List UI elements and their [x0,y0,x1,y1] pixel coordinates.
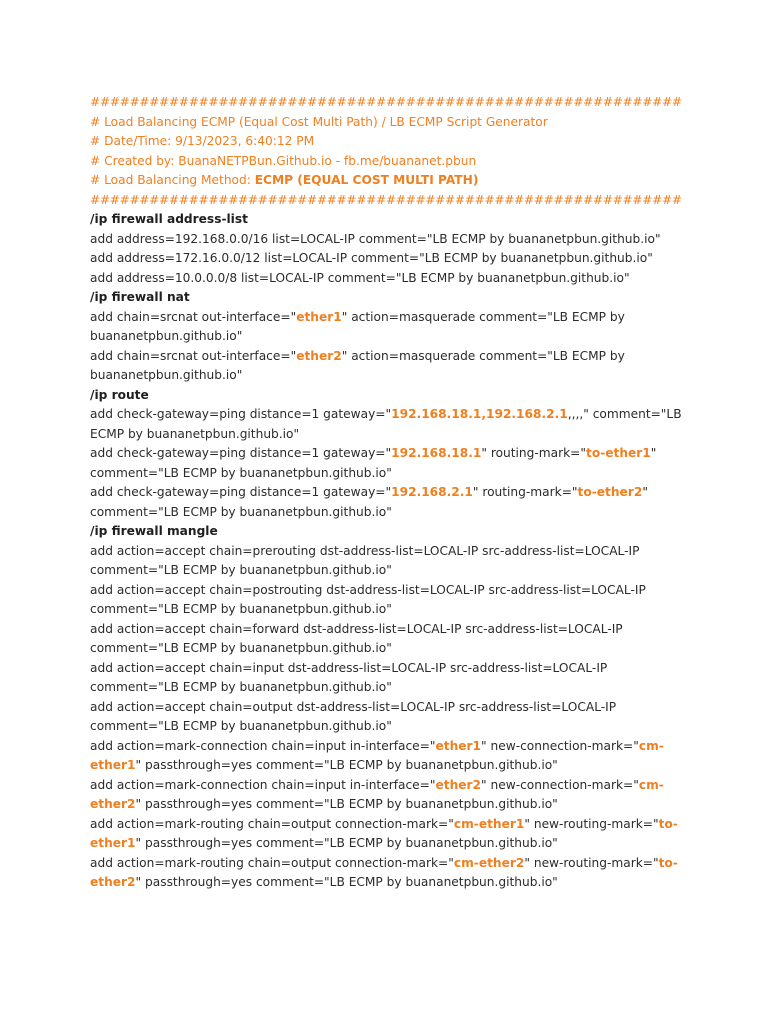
mangle-text: " passthrough=yes comment="LB ECMP by buananetpbun.github.io" [135,758,558,772]
method-label: # Load Balancing Method: [90,173,255,187]
mangle-connection-mark: cm-ether2 [90,777,664,811]
mangle-interface: ether2 [435,777,482,792]
route-text: " comment="LB ECMP by buananetpbun.github.io" [90,446,661,480]
route-gateway: 192.168.2.1 [485,407,568,421]
nat-interface: ether1 [296,309,342,324]
mangle-text: " new-connection-mark=" [481,738,639,753]
address-list-line: add address=10.0.0.0/8 list=LOCAL-IP comment="LB ECMP by buananetpbun.github.io" [90,270,630,285]
mangle-connection-line [90,776,690,815]
nat-line [90,347,690,386]
mangle-routing-mark: to-ether2 [90,855,678,889]
script-title: # Load Balancing ECMP (Equal Cost Multi Path) / LB ECMP Script Generator [90,114,548,129]
route-text: , [481,407,486,421]
mangle-text: " new-connection-mark=" [481,777,639,792]
script-method [90,171,690,191]
mangle-accept-line: add action=accept chain=forward dst-address-list=LOCAL-IP src-address-list=LOCAL-IP comment="LB ECMP by buananetpbun.github.io" [90,621,627,655]
mangle-text: " new-routing-mark=" [524,816,659,831]
mangle-accept-line: add action=accept chain=input dst-address-list=LOCAL-IP src-address-list=LOCAL-IP comment="LB ECMP by buananetpbun.github.io" [90,660,612,694]
mangle-text: " passthrough=yes comment="LB ECMP by buananetpbun.github.io" [135,836,558,850]
script-created-by: # Created by: BuanaNETPBun.Github.io - fb.me/buananet.pbun [90,153,477,168]
route-line [90,483,690,522]
mangle-connection-mark: cm-ether2 [453,855,525,870]
mangle-interface: ether1 [435,738,482,753]
mangle-text: add action=mark-routing chain=output connection-mark=" [90,816,454,831]
nat-text: add chain=srcnat out-interface=" [90,348,297,363]
mangle-connection-line [90,737,690,776]
nat-text: add chain=srcnat out-interface=" [90,309,297,324]
address-list-line: add address=172.16.0.0/12 list=LOCAL-IP comment="LB ECMP by buananetpbun.github.io" [90,251,653,265]
route-text: add check-gateway=ping distance=1 gateway=" [90,485,392,499]
route-routing-mark: to-ether2 [577,485,643,499]
route-gateway: 192.168.18.1 [391,446,482,460]
mangle-connection-mark: cm-ether1 [90,738,664,772]
route-gateway: 192.168.18.1 [391,407,482,421]
mangle-text: " new-routing-mark=" [524,855,659,870]
nat-interface: ether2 [296,348,342,363]
nat-text: " action=masquerade comment="LB ECMP by buananetpbun.github.io" [90,348,629,382]
section-address-list: /ip firewall address-list [90,212,248,226]
mangle-routing-mark: to-ether1 [90,816,678,850]
route-text: " routing-mark=" [481,446,586,460]
mangle-accept-line: add action=accept chain=prerouting dst-address-list=LOCAL-IP src-address-list=LOCAL-IP comment="LB ECMP by buananetpbun.github.io" [90,543,644,577]
nat-line [90,308,690,347]
mangle-routing-line [90,854,690,893]
route-text: " routing-mark=" [472,485,578,499]
script-datetime: # Date/Time: 9/13/2023, 6:40:12 PM [90,134,315,148]
route-text: ,,,," comment="LB ECMP by buananetpbun.github.io" [90,407,686,441]
route-text: add check-gateway=ping distance=1 gateway=" [90,446,392,460]
mangle-text: " passthrough=yes comment="LB ECMP by buananetpbun.github.io" [135,797,558,811]
mangle-text: add action=mark-routing chain=output connection-mark=" [90,855,454,870]
mangle-text: add action=mark-connection chain=input in-interface=" [90,738,436,753]
script-document [90,93,690,893]
address-list-line: add address=192.168.0.0/16 list=LOCAL-IP comment="LB ECMP by buananetpbun.github.io" [90,231,661,246]
mangle-text: add action=mark-connection chain=input in-interface=" [90,777,436,792]
hash-separator-bottom: ############################################################ [90,192,682,207]
mangle-text: " passthrough=yes comment="LB ECMP by buananetpbun.github.io" [135,875,558,889]
method-value: ECMP (EQUAL COST MULTI PATH) [254,173,479,187]
route-routing-mark: to-ether1 [586,446,651,460]
mangle-accept-line: add action=accept chain=postrouting dst-address-list=LOCAL-IP src-address-list=LOCAL-IP comment="LB ECMP by buananetpbun.github.io" [90,582,650,616]
mangle-routing-line [90,815,690,854]
route-line [90,405,690,444]
route-gateway: 192.168.2.1 [391,485,473,499]
route-text: add check-gateway=ping distance=1 gateway=" [90,407,392,421]
route-text: " comment="LB ECMP by buananetpbun.github.io" [90,485,652,519]
mangle-connection-mark: cm-ether1 [453,816,525,831]
nat-text: " action=masquerade comment="LB ECMP by buananetpbun.github.io" [90,309,629,343]
section-route: /ip route [90,387,149,402]
route-line [90,444,690,483]
section-nat: /ip firewall nat [90,290,190,304]
hash-separator-top: ############################################################ [90,95,682,109]
section-mangle: /ip firewall mangle [90,524,218,538]
mangle-accept-line: add action=accept chain=output dst-address-list=LOCAL-IP src-address-list=LOCAL-IP comment="LB ECMP by buananetpbun.github.io" [90,699,620,733]
